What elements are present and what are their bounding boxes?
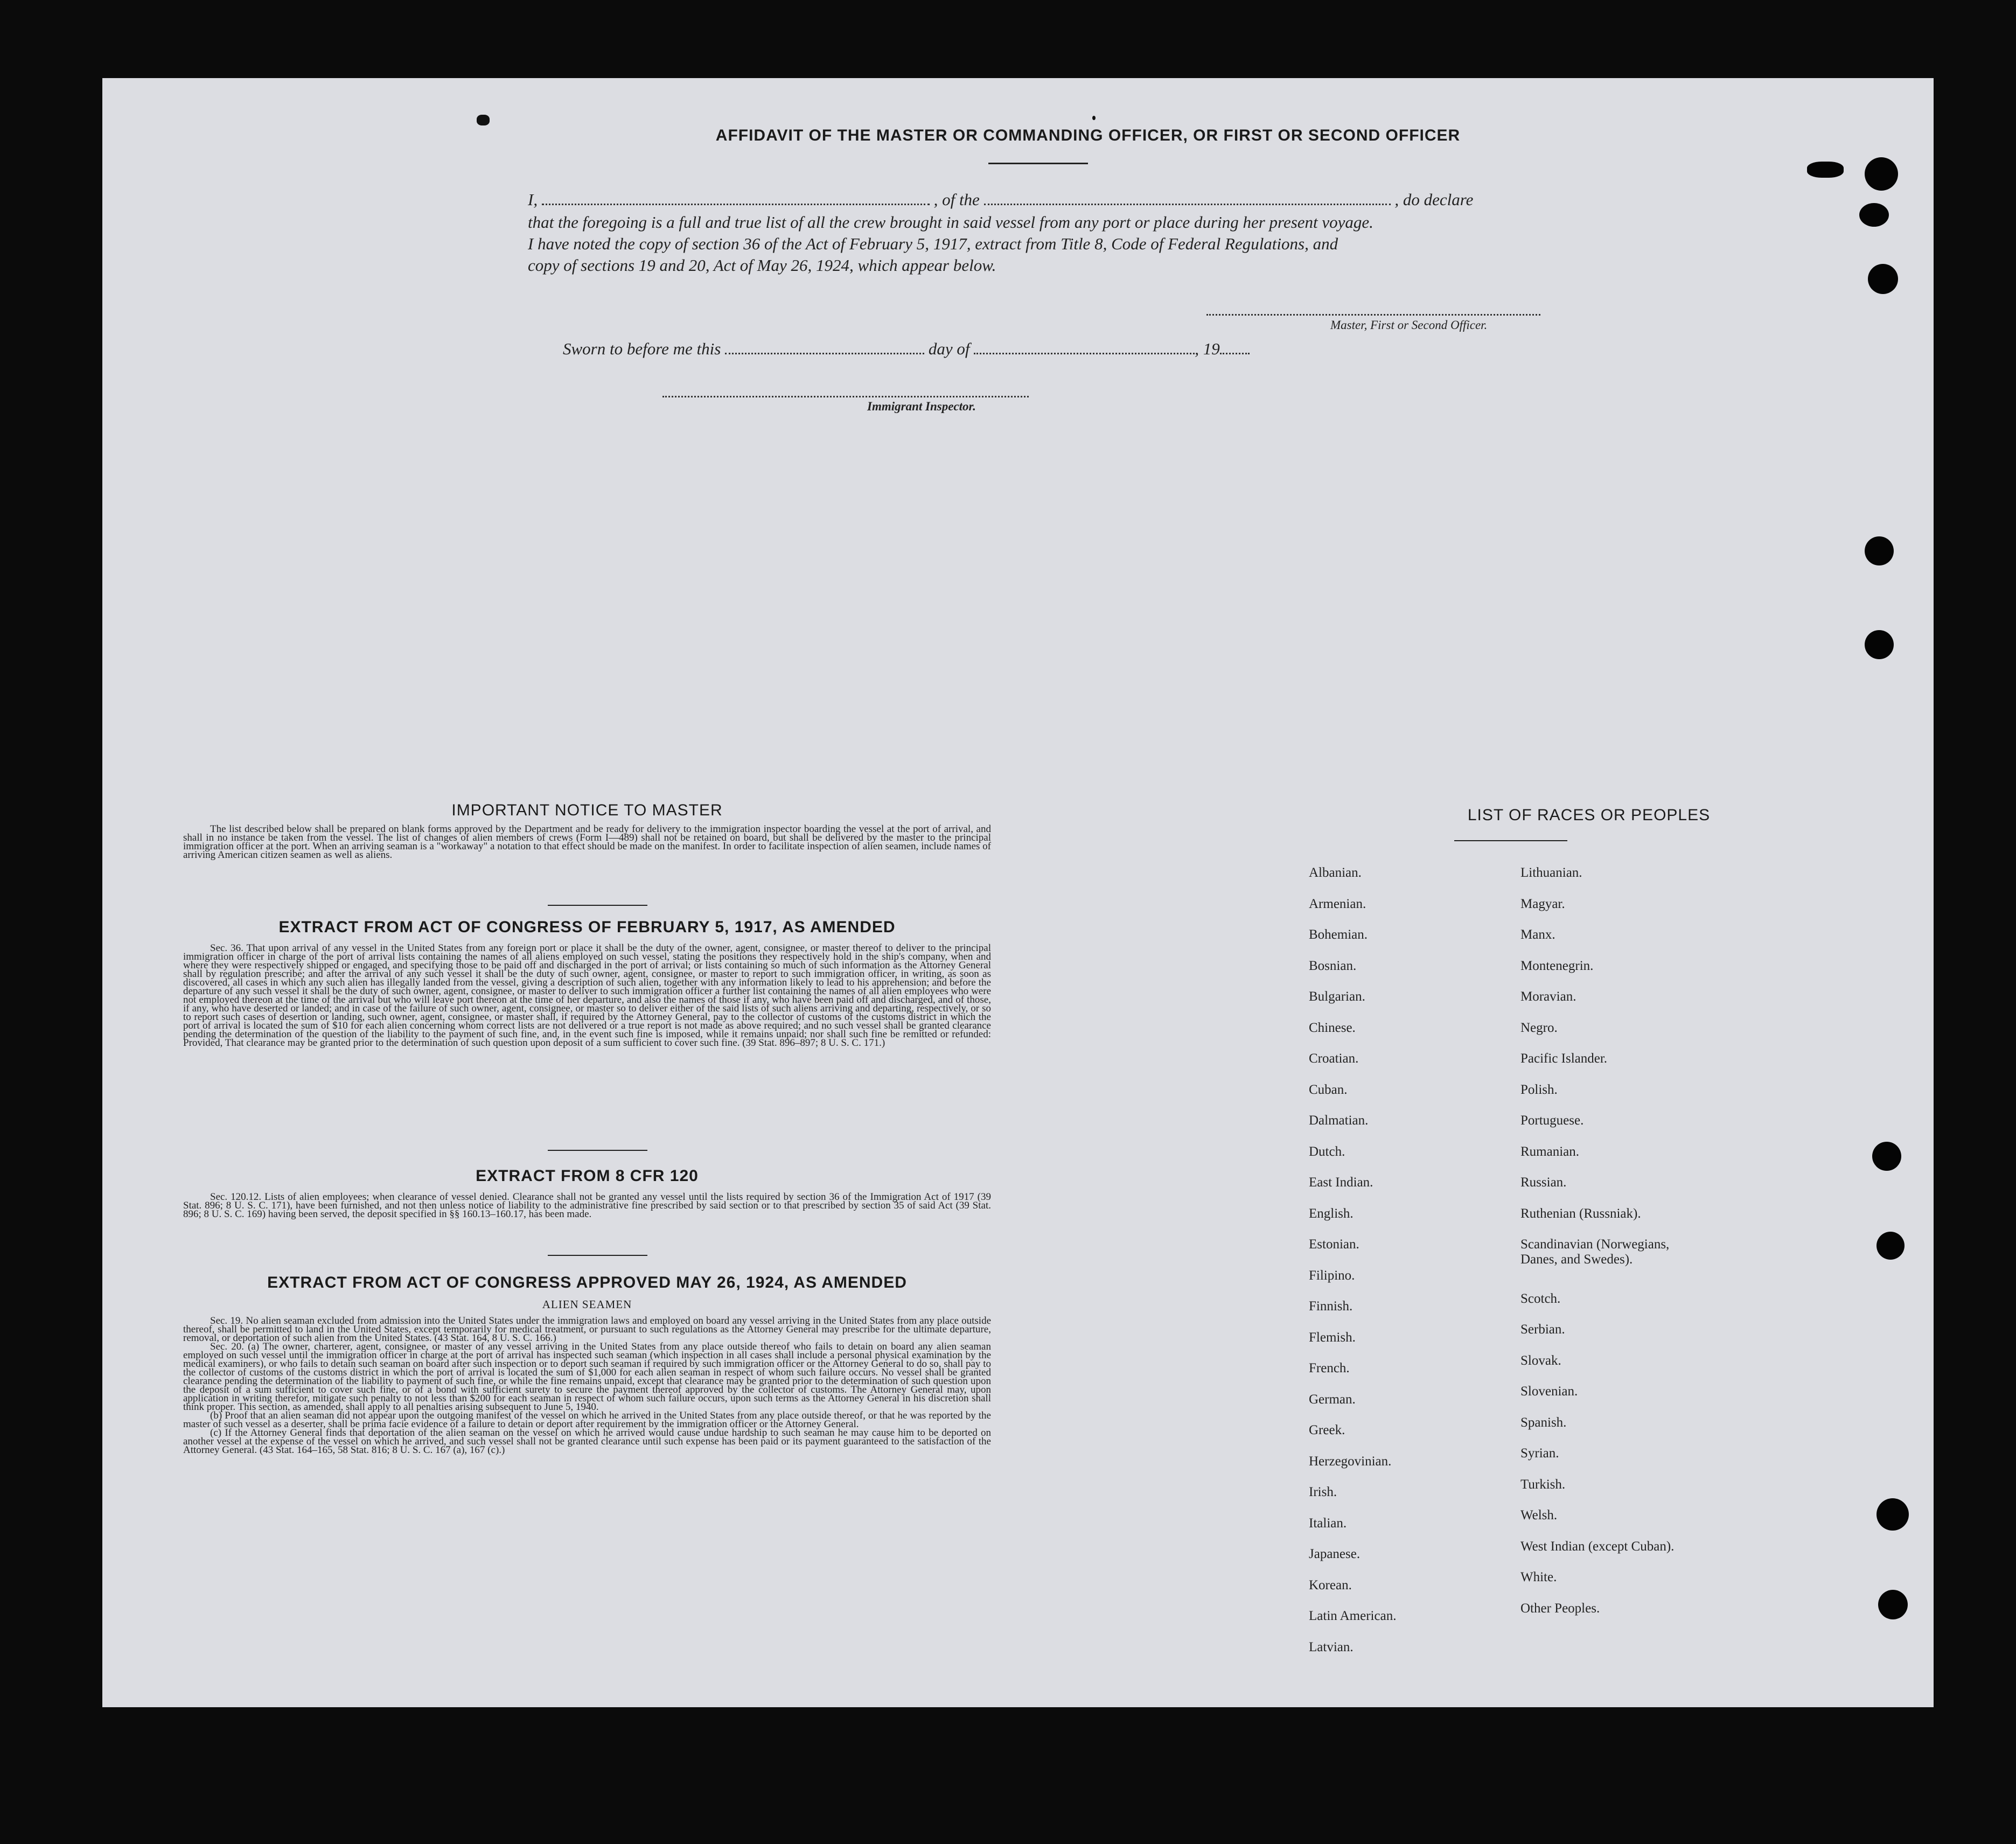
extract-1924-text — [183, 1317, 991, 1455]
race-item: Flemish. — [1309, 1330, 1356, 1345]
affidavit-line-1 — [528, 190, 1664, 209]
race-item: Estonian. — [1309, 1237, 1359, 1252]
race-item: Filipino. — [1309, 1268, 1355, 1283]
race-item: Herzegovinian. — [1309, 1454, 1392, 1469]
race-item: Dutch. — [1309, 1144, 1345, 1159]
sec-20b-paragraph: (b) Proof that an alien seaman did not appear upon the outgoing manifest of the vessel on which he arrived in the United States from any place outside thereof, or that he was reported by the master of such vessel as a deserter, shall be prima facie evidence of a failure to detain or deport after requirement by the immigration officer or the Attorney General. — [183, 1410, 991, 1430]
race-item: Negro. — [1520, 1020, 1558, 1035]
race-item: Korean. — [1309, 1577, 1352, 1592]
race-item: Chinese. — [1309, 1020, 1356, 1035]
race-item: Rumanian. — [1520, 1144, 1580, 1159]
notice-rule — [548, 905, 647, 906]
punch-hole — [1868, 264, 1898, 294]
year-blank — [1220, 353, 1250, 354]
race-item: Montenegrin. — [1520, 958, 1594, 973]
race-item: Irish. — [1309, 1485, 1337, 1499]
punch-hole — [1877, 1498, 1909, 1531]
race-item: Syrian. — [1520, 1446, 1559, 1461]
affidavit-line-2: that the foregoing is a full and true list of all the crew brought in said vessel from any port or place during her present voyage. — [528, 213, 1373, 232]
sec-19-paragraph: Sec. 19. No alien seaman excluded from admission into the United States under the immigration laws and employed on board any vessel arriving in the United States from any place outside thereof, shall be permitted to land in the United States, except temporarily for medical treatment, or pursuant to such regulations as the Attorney General may prescribe for the ultimate departure, removal, or deportation of such alien from the United States. (43 Stat. 164, 8 U. S. C. 166.) — [183, 1315, 991, 1344]
affidavit-of-the: , of the — [933, 190, 980, 209]
affidavit-title: AFFIDAVIT OF THE MASTER OR COMMANDING OFFICER, OR FIRST OR SECOND OFFICER — [715, 127, 1461, 144]
sworn-day-blank — [725, 353, 924, 354]
race-item: Moravian. — [1520, 989, 1576, 1004]
sec-20c-paragraph: (c) If the Attorney General finds that deportation of the alien seaman on the vessel on which he arrived would cause undue hardship to such seaman he may cause him to be deported on another vessel at the expense of the vessel on which he arrived, and such vessel shall not be granted clearance until such expense has been paid or its payment guaranteed to the satisfaction of the Attorney General. (43 Stat. 164–165, 58 Stat. 816; 8 U. S. C. 167 (a), 167 (c).) — [183, 1427, 991, 1456]
race-item: Spanish. — [1520, 1415, 1567, 1430]
notice-text — [183, 825, 991, 860]
extract-1917-rule — [548, 1150, 647, 1151]
title-rule — [988, 163, 1088, 164]
sworn-line — [563, 339, 1699, 359]
race-item: Slovenian. — [1520, 1384, 1578, 1399]
races-rule — [1454, 840, 1567, 841]
punch-hole — [1878, 1590, 1908, 1619]
race-item: English. — [1309, 1206, 1354, 1221]
extract-1924-title: EXTRACT FROM ACT OF CONGRESS APPROVED MAY 26, 1924, AS AMENDED — [267, 1274, 907, 1291]
notice-title: IMPORTANT NOTICE TO MASTER — [451, 801, 723, 819]
race-item: Welsh. — [1520, 1508, 1558, 1523]
race-item: Albanian. — [1309, 865, 1362, 880]
race-item: Russian. — [1520, 1175, 1567, 1190]
race-item: Bosnian. — [1309, 958, 1357, 973]
scan-speck — [477, 115, 490, 125]
sec-20a-paragraph: Sec. 20. (a) The owner, charterer, agent, consignee, or master of any vessel arriving in the United States from any place outside thereof who fails to detain on board any alien seaman employed on such vessel until the immigration officer in charge at the port of arrival has inspected such seaman (which inspection in all cases shall include a personal physical examination by the medical examiners), or who fails to detain such seaman on board after such inspection or to deport such seaman if required by such immigration officer or the Attorney General to do so, shall pay to the collector of customs of the customs district in which the port of arrival is located the sum of $1,000 for each alien seaman in respect of whom such failure occurs. No vessel shall be granted clearance pending the determination of the liability to payment of such fine, or while the fine remains unpaid, except that clearance may be granted prior to the determination of such question upon the deposit of a sum sufficient to cover such fine, or of a bond with sufficient surety to secure the payment thereof approved by the collector of customs. The Attorney General may, upon application in writing therefor, mitigate such penalty to not less than $200 for each seaman in respect of whom such failure occurs, upon such terms as the Attorney General in his discretion shall think proper. This section, as amended, shall apply to all penalties arising subsequent to June 5, 1940. — [183, 1341, 991, 1413]
extract-cfr-rule — [548, 1255, 647, 1256]
sworn-text: Sworn to before me this — [563, 339, 721, 358]
race-item: Magyar. — [1520, 896, 1565, 911]
race-item: Portuguese. — [1520, 1113, 1584, 1128]
race-item: Latin American. — [1309, 1609, 1397, 1623]
extract-1917-text — [183, 944, 991, 1047]
race-item: Bulgarian. — [1309, 989, 1365, 1004]
year-text: , 19 — [1195, 339, 1220, 358]
race-item: Finnish. — [1309, 1299, 1353, 1314]
race-item: Lithuanian. — [1520, 865, 1582, 880]
punch-hole — [1872, 1142, 1901, 1171]
race-item: Japanese. — [1309, 1547, 1361, 1561]
race-item: Croatian. — [1309, 1051, 1359, 1066]
extract-cfr-title: EXTRACT FROM 8 CFR 120 — [476, 1167, 699, 1185]
race-item: Bohemian. — [1309, 927, 1368, 942]
document-page — [102, 78, 1934, 1707]
affidavit-line-3: I have noted the copy of section 36 of the Act of February 5, 1917, extract from Title 8, Code of Federal Regulations, and — [528, 234, 1338, 253]
race-item: Manx. — [1520, 927, 1555, 942]
race-item: Slovak. — [1520, 1353, 1561, 1368]
inspector-label: Immigrant Inspector. — [867, 400, 976, 413]
race-item: Other Peoples. — [1520, 1601, 1600, 1616]
inspector-signature-line — [662, 396, 1029, 397]
affidavit-line-4: copy of sections 19 and 20, Act of May 26, 1924, which appear below. — [528, 256, 996, 275]
punch-hole — [1859, 203, 1889, 227]
race-item: Pacific Islander. — [1520, 1051, 1608, 1066]
punch-hole — [1807, 162, 1844, 178]
affidavit-declare: , do declare — [1394, 190, 1474, 209]
race-item: French. — [1309, 1361, 1350, 1375]
sworn-month-blank — [974, 353, 1195, 354]
race-item: Ruthenian (Russniak). — [1520, 1206, 1641, 1221]
punch-hole — [1865, 157, 1898, 191]
race-item: Greek. — [1309, 1423, 1345, 1437]
name-blank — [542, 204, 930, 205]
race-item: White. — [1520, 1570, 1557, 1585]
day-of-text: day of — [928, 339, 970, 358]
punch-hole — [1865, 536, 1894, 565]
race-item: Scotch. — [1520, 1291, 1561, 1306]
race-item: West Indian (except Cuban). — [1520, 1539, 1675, 1554]
sec-36-paragraph: Sec. 36. That upon arrival of any vessel in the United States from any foreign port or place it shall be the duty of the owner, agent, consignee, or master thereof to deliver to the principal immigration officer in charge of the port of arrival lists containing the names of all aliens employed on such vessel, stating the positions they respectively hold in the ship's company, when and where they were respectively shipped or engaged, and specifying those to be paid off and discharged in the port of arrival; or lists containing so much of such information as the Attorney General shall by regulation prescribe; and after the arrival of any such vessel it shall be the duty of such owner, agent, consignee, or master to report to such immigration officer, in writing, as soon as discovered, all cases in which any such alien has illegally landed from the vessel, giving a description of such alien, together with any information likely to lead to his apprehension; and before the departure of any such vessel it shall be the duty of such owner, agent, consignee, or master to deliver to such immigration officer a further list containing the names of all alien employees who were not employed thereon at the time of the arrival but who will leave port thereon at the time of her departure, and also the names of those if any, who have been paid off and discharged, and of those, if any, who have deserted or landed; and in case of the failure of such owner, agent, consignee, or master so to deliver either of the said lists of such aliens arriving and departing, respectively, or so to report such cases of desertion or landing, such owner, agent, consignee, or master shall, if required by the Attorney General, pay to the collector of customs of the customs district in which the port of arrival is located the sum of $10 for each alien concerning whom correct lists are not delivered or a true report is not made as above required; and no such vessel shall be granted clearance pending the determination of the question of the liability to the payment of such fine, and, in the event such fine is imposed, while it remains unpaid; nor shall such fine be remitted or refunded: Provided, That clearance may be granted prior to the determination of such question upon deposit of a sum sufficient to cover such fine. (39 Stat. 896–897; 8 U. S. C. 171.) — [183, 942, 991, 1049]
sec-120-12-paragraph: Sec. 120.12. Lists of alien employees; when clearance of vessel denied. Clearance shall not be granted any vessel until the lists required by section 36 of the Immigration Act of 1917 (39 Stat. 896; 8 U. S. C. 171), have been furnished, and not then unless notice of liability to the administrative fine prescribed by said section or to that prescribed by section 35 of said Act (39 Stat. 896; 8 U. S. C. 169) having been served, the deposit specified in §§ 160.13–160.17, has been made. — [183, 1191, 991, 1220]
race-item: Serbian. — [1520, 1322, 1565, 1337]
master-label: Master, First or Second Officer. — [1330, 318, 1488, 332]
races-title: LIST OF RACES OR PEOPLES — [1467, 806, 1711, 824]
race-item: Italian. — [1309, 1515, 1347, 1531]
vessel-blank — [984, 204, 1391, 205]
race-item: Scandinavian (Norwegians, Danes, and Swedes). — [1520, 1237, 1670, 1267]
race-item: Armenian. — [1309, 896, 1366, 911]
punch-hole — [1865, 630, 1894, 659]
race-item: Latvian. — [1309, 1639, 1354, 1654]
race-item: German. — [1309, 1392, 1356, 1407]
punch-hole — [1877, 1232, 1905, 1260]
extract-cfr-text — [183, 1193, 991, 1219]
race-item: East Indian. — [1309, 1175, 1373, 1190]
race-item: Polish. — [1520, 1082, 1558, 1097]
race-item: Cuban. — [1309, 1082, 1348, 1097]
extract-1917-title: EXTRACT FROM ACT OF CONGRESS OF FEBRUARY 5, 1917, AS AMENDED — [278, 918, 896, 936]
race-item: Turkish. — [1520, 1477, 1566, 1492]
master-signature-line — [1206, 314, 1540, 316]
race-item: Dalmatian. — [1309, 1113, 1369, 1128]
alien-seamen-subtitle: ALIEN SEAMEN — [542, 1298, 632, 1311]
notice-paragraph: The list described below shall be prepared on blank forms approved by the Department and be ready for delivery to the immigration inspector boarding the vessel at the port of arrival, and shall in no instance be taken from the vessel. The list of changes of alien members of crews (Form I—489) shall not be retained on board, but shall be delivered by the master to the principal immigration officer at the port. When an arriving seaman is a "workaway" a notation to that effect should be made on the manifest. In order to facilitate inspection of alien seamen, include names of arriving American citizen seamen as well as aliens. — [183, 823, 991, 861]
scan-speck — [1092, 116, 1096, 120]
affidavit-i: I, — [528, 190, 538, 209]
